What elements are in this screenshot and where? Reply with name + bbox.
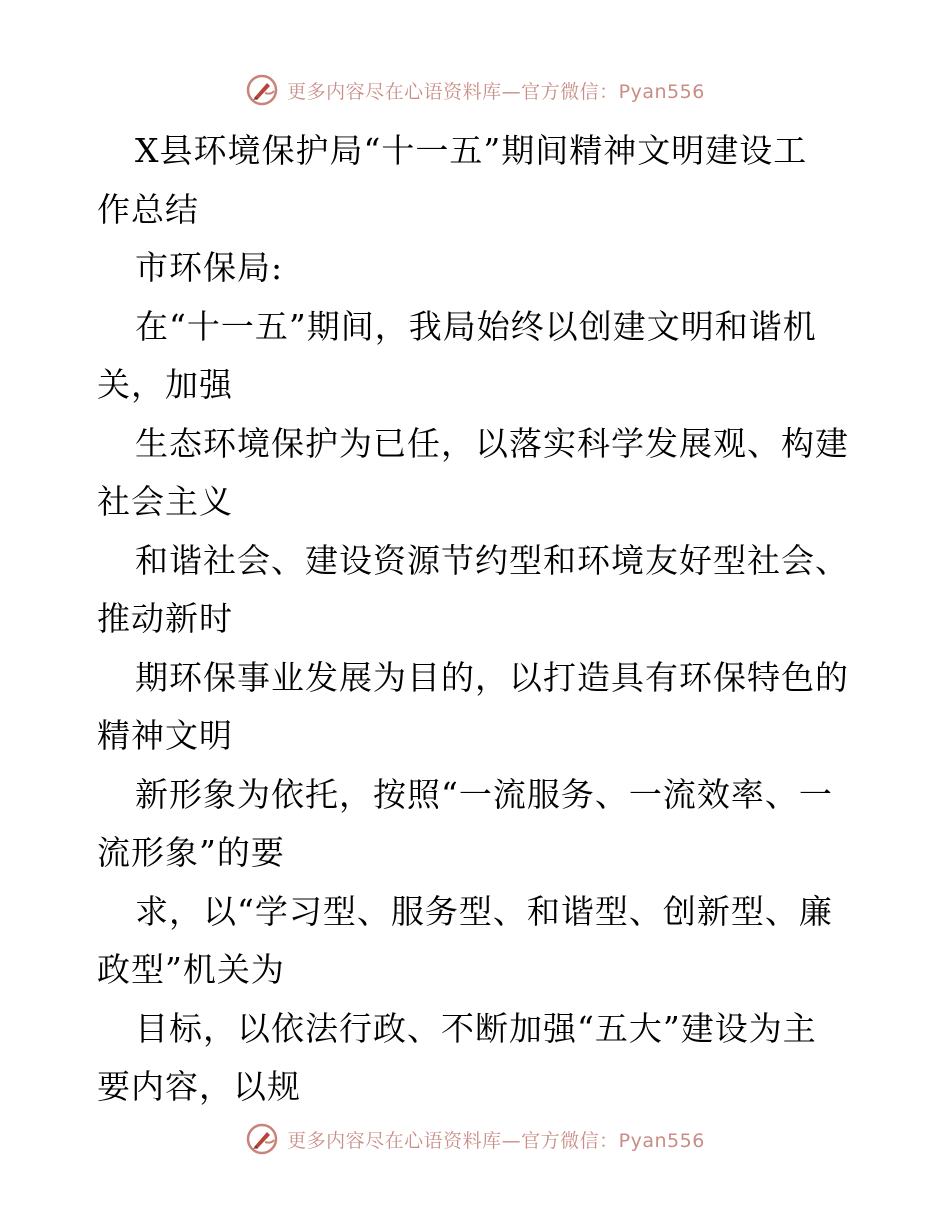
text-line: 流形象”的要 [97,833,285,872]
text-line: 生态环境保护为已任，以落实科学发展观、构建 [135,423,849,463]
header-watermark-banner [0,70,950,110]
text-line: 在“十一五”期间，我局始终以创建文明和谐机 [135,306,817,346]
text-line: 新形象为依托，按照“一流服务、一流效率、一 [135,774,833,814]
pen-logo-icon [245,73,279,107]
text-line: 作总结 [97,189,199,229]
text-line: 关，加强 [97,365,233,404]
footer-watermark-text: 更多内容尽在心语资料库—官方微信：Pyan556 [287,1129,705,1152]
text-line: 要内容，以规 [97,1067,301,1106]
text-line: X县环境保护局“十一五”期间精神文明建设工 [135,131,808,170]
text-line: 社会主义 [97,482,233,521]
pen-logo-icon [245,1122,279,1156]
text-line: 市环保局: [135,248,284,287]
footer-watermark-banner [0,1119,950,1159]
text-line: 和谐社会、建设资源节约型和环境友好型社会、 [135,540,849,580]
text-line: 求，以“学习型、服务型、和谐型、创新型、廉 [135,891,833,931]
text-line: 精神文明 [97,716,233,755]
text-line: 推动新时 [97,599,233,638]
header-watermark-text: 更多内容尽在心语资料库—官方微信：Pyan556 [287,80,705,103]
text-line: 政型”机关为 [97,950,285,989]
document-body [97,122,857,1117]
text-line: 期环保事业发展为目的，以打造具有环保特色的 [135,657,849,697]
text-line: 目标，以依法行政、不断加强“五大”建设为主 [135,1008,817,1048]
